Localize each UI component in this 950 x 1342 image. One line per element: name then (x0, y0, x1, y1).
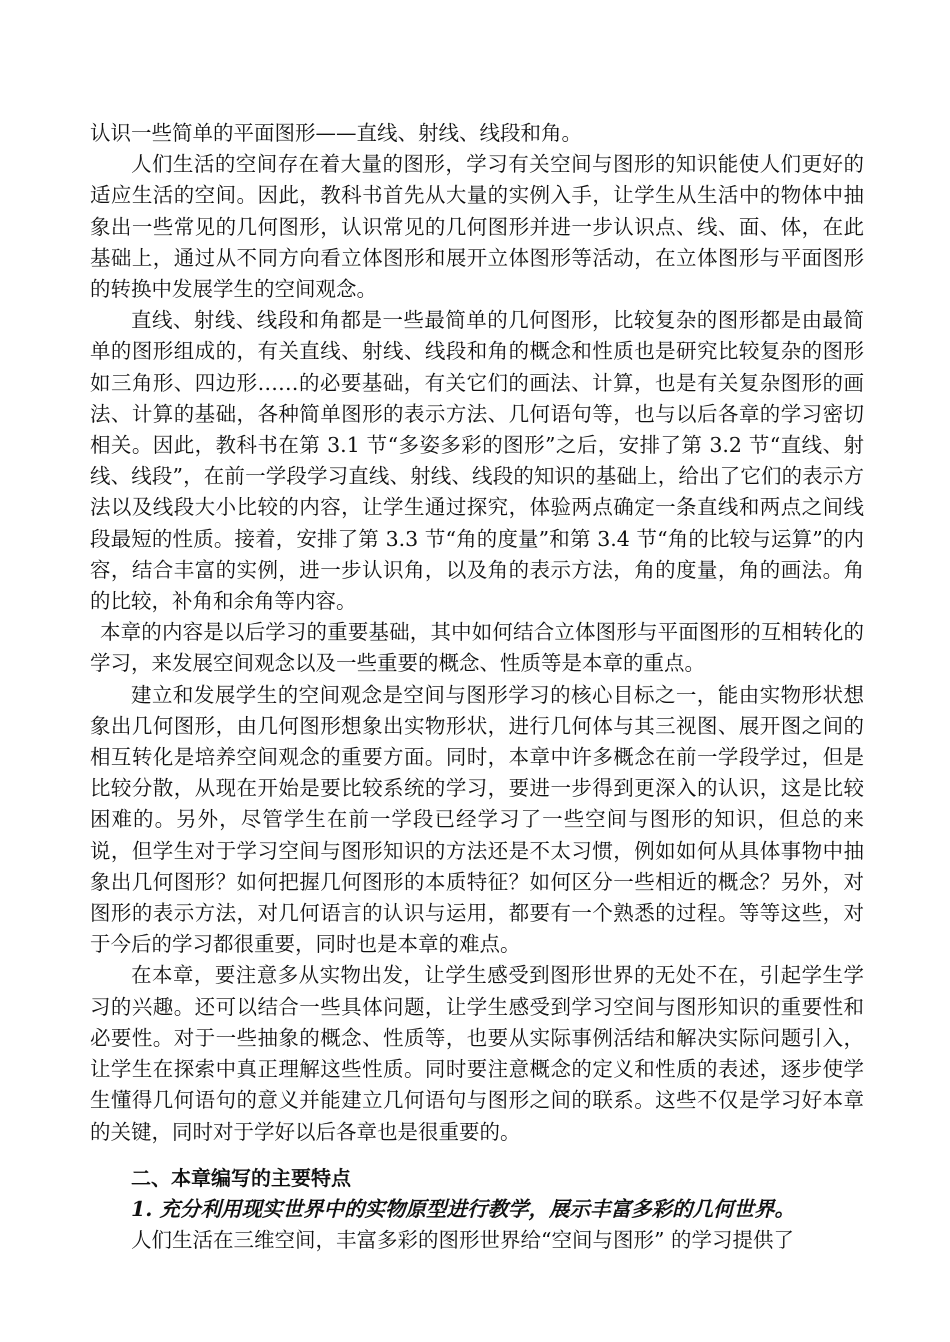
paragraph: 建立和发展学生的空间观念是空间与图形学习的核心目标之一，能由实物形状想象出几何图形，由几何图形想象出实物形状，进行几何体与其三视图、展开图之间的相互转化是培养空间观念的重要方面。同时，本章中许多概念在前一学段学过，但是比较分散，从现在开始是要比较系统的学习，要进一步得到更深入的认识，这是比较困难的。另外，尽管学生在前一学段已经学习了一些空间与图形的知识，但总的来说，但学生对于学习空间与图形知识的方法还是不太习惯，例如如何从具体事物中抽象出几何图形？如何把握几何图形的本质特征？如何区分一些相近的概念？另外，对图形的表示方法，对几何语言的认识与运用，都要有一个熟悉的过程。等等这些，对于今后的学习都很重要，同时也是本章的难点。 (90, 682, 864, 957)
paragraph: 人们生活的空间存在着大量的图形，学习有关空间与图形的知识能使人们更好的适应生活的空间。因此，教科书首先从大量的实例入手，让学生从生活中的物体中抽象出一些常见的几何图形，认识常见的几何图形并进一步认识点、线、面、体，在此基础上，通过从不同方向看立体图形和展开立体图形等活动，在立体图形与平面图形的转换中发展学生的空间观念。 (90, 152, 864, 302)
paragraph: 直线、射线、线段和角都是一些最简单的几何图形，比较复杂的图形都是由最简单的图形组成的，有关直线、射线、线段和角的概念和性质也是研究比较复杂的图形如三角形、四边形……的必要基础，有关它们的画法、计算，也是有关复杂图形的画法、计算的基础，各种简单图形的表示方法、几何语句等，也与以后各章的学习密切相关。因此，教科书在第 3.1 节“多姿多彩的图形”之后，安排了第 3.2 节“直线、射线、线段”，在前一学段学习直线、射线、线段的知识的基础上，给出了它们的表示方法以及线段大小比较的内容，让学生通过探究，体验两点确定一条直线和两点之间线段最短的性质。接着，安排了第 3.3 节“角的度量”和第 3.4 节“角的比较与运算”的内容，结合丰富的实例，进一步认识角，以及角的表示方法，角的度量，角的画法。角的比较，补角和余角等内容。 (90, 308, 864, 614)
paragraph: 认识一些简单的平面图形——直线、射线、线段和角。 (90, 121, 582, 145)
section-heading: 二、本章编写的主要特点 (131, 1165, 351, 1190)
paragraph: 在本章，要注意多从实物出发，让学生感受到图形世界的无处不在，引起学生学习的兴趣。还可以结合一些具体问题，让学生感受到学习空间与图形知识的重要性和必要性。对于一些抽象的概念、性质等，也要从实际事例活结和解决实际问题引入，让学生在探索中真正理解这些性质。同时要注意概念的定义和性质的表述，逐步使学生懂得几何语句的意义并能建立几何语句与图形之间的联系。这些不仅是学习好本章的关键，同时对于学好以后各章也是很重要的。 (90, 963, 864, 1144)
paragraph: 本章的内容是以后学习的重要基础，其中如何结合立体图形与平面图形的互相转化的学习，来发展空间观念以及一些重要的概念、性质等是本章的重点。 (90, 620, 864, 676)
subsection-heading: 1. 充分利用现实世界中的实物原型进行教学，展示丰富多彩的几何世界。 (131, 1196, 796, 1221)
document-page (90, 118, 864, 1256)
paragraph: 人们生活在三维空间，丰富多彩的图形世界给“空间与图形” 的学习提供了 (131, 1228, 794, 1253)
